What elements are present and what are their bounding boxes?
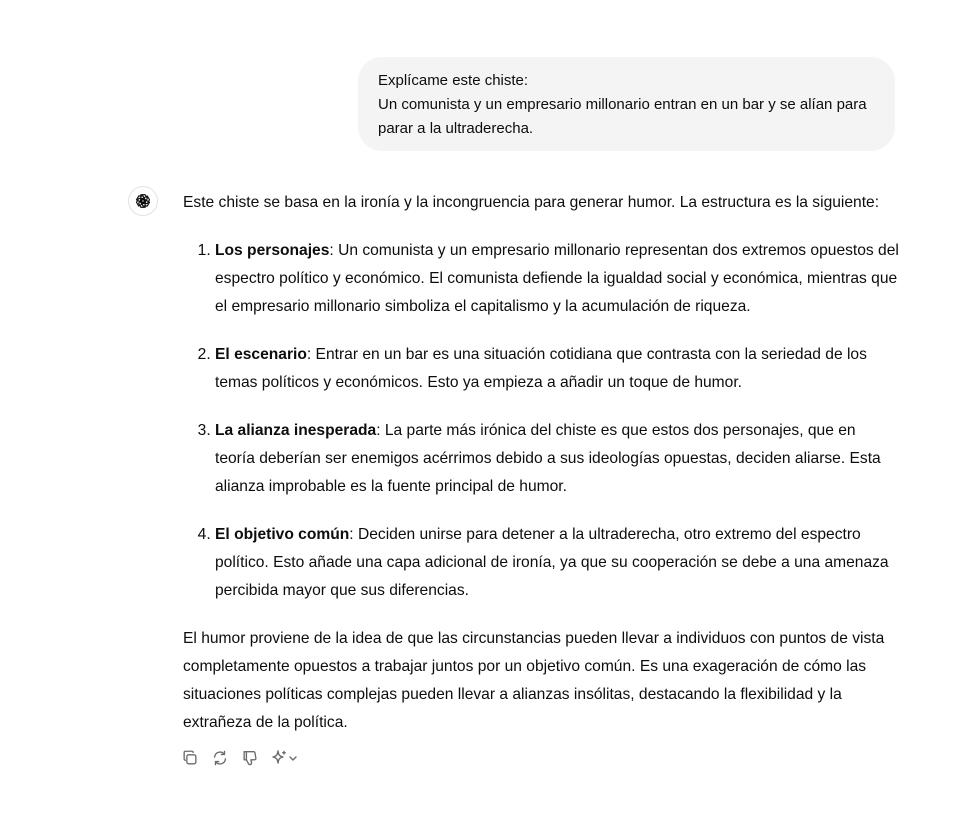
list-item <box>215 417 899 501</box>
list-item-title: El objetivo común <box>215 526 350 543</box>
list-item <box>215 341 899 397</box>
regenerate-icon <box>211 749 229 767</box>
openai-logo-icon <box>133 191 153 211</box>
thumbs-down-icon <box>241 749 259 767</box>
answer-closing: El humor proviene de la idea de que las circunstancias pueden llevar a individuos con puntos de vista completamente opuestos a trabajar juntos por un objetivo común. Es una exageración de cómo las situaciones políticas complejas pueden llevar a alianzas insólitas, destacando la flexibilidad y la extrañeza de la política. <box>183 630 885 731</box>
list-item <box>215 521 899 605</box>
user-message-bubble <box>358 57 895 151</box>
copy-icon <box>181 749 199 767</box>
list-item-text: : Deciden unirse para detener a la ultraderecha, otro extremo del espectro político. Esto añade una capa adicional de ironía, ya que su cooperación se debe a una amenaza percibida mayor que sus diferencias. <box>215 526 889 599</box>
regenerate-button[interactable] <box>210 748 230 768</box>
assistant-avatar <box>128 186 158 216</box>
list-item-text: : La parte más irónica del chiste es que estos dos personajes, que en teoría deberían ser enemigos acérrimos debido a sus ideologías opuestas, deciden aliarse. Esta alianza improbable es la fuente principal de humor. <box>215 422 881 495</box>
list-item <box>215 237 899 321</box>
copy-button[interactable] <box>180 748 200 768</box>
message-actions <box>180 748 302 768</box>
list-item-text: : Entrar en un bar es una situación cotidiana que contrasta con la seriedad de los temas políticos y económicos. Esto ya empieza a añadir un toque de humor. <box>215 346 867 391</box>
sparkle-model-icon <box>270 749 302 767</box>
user-message-line-1: Explícame este chiste: <box>378 72 529 89</box>
list-item-title: Los personajes <box>215 242 330 259</box>
list-item-title: La alianza inesperada <box>215 422 377 439</box>
switch-model-button[interactable] <box>270 748 302 768</box>
thumbs-down-button[interactable] <box>240 748 260 768</box>
list-item-text: : Un comunista y un empresario millonario representan dos extremos opuestos del espectro político y económico. El comunista defiende la igualdad social y económica, mientras que el empresario millonario simboliza el capitalismo y la acumulación de riqueza. <box>215 242 899 315</box>
answer-intro: Este chiste se basa en la ironía y la incongruencia para generar humor. La estructura es la siguiente: <box>183 194 880 211</box>
user-message-line-2: Un comunista y un empresario millonario entran en un bar y se alían para parar a la ultraderecha. <box>378 96 867 137</box>
answer-list <box>183 237 899 605</box>
list-item-title: El escenario <box>215 346 307 363</box>
assistant-message <box>183 189 899 737</box>
